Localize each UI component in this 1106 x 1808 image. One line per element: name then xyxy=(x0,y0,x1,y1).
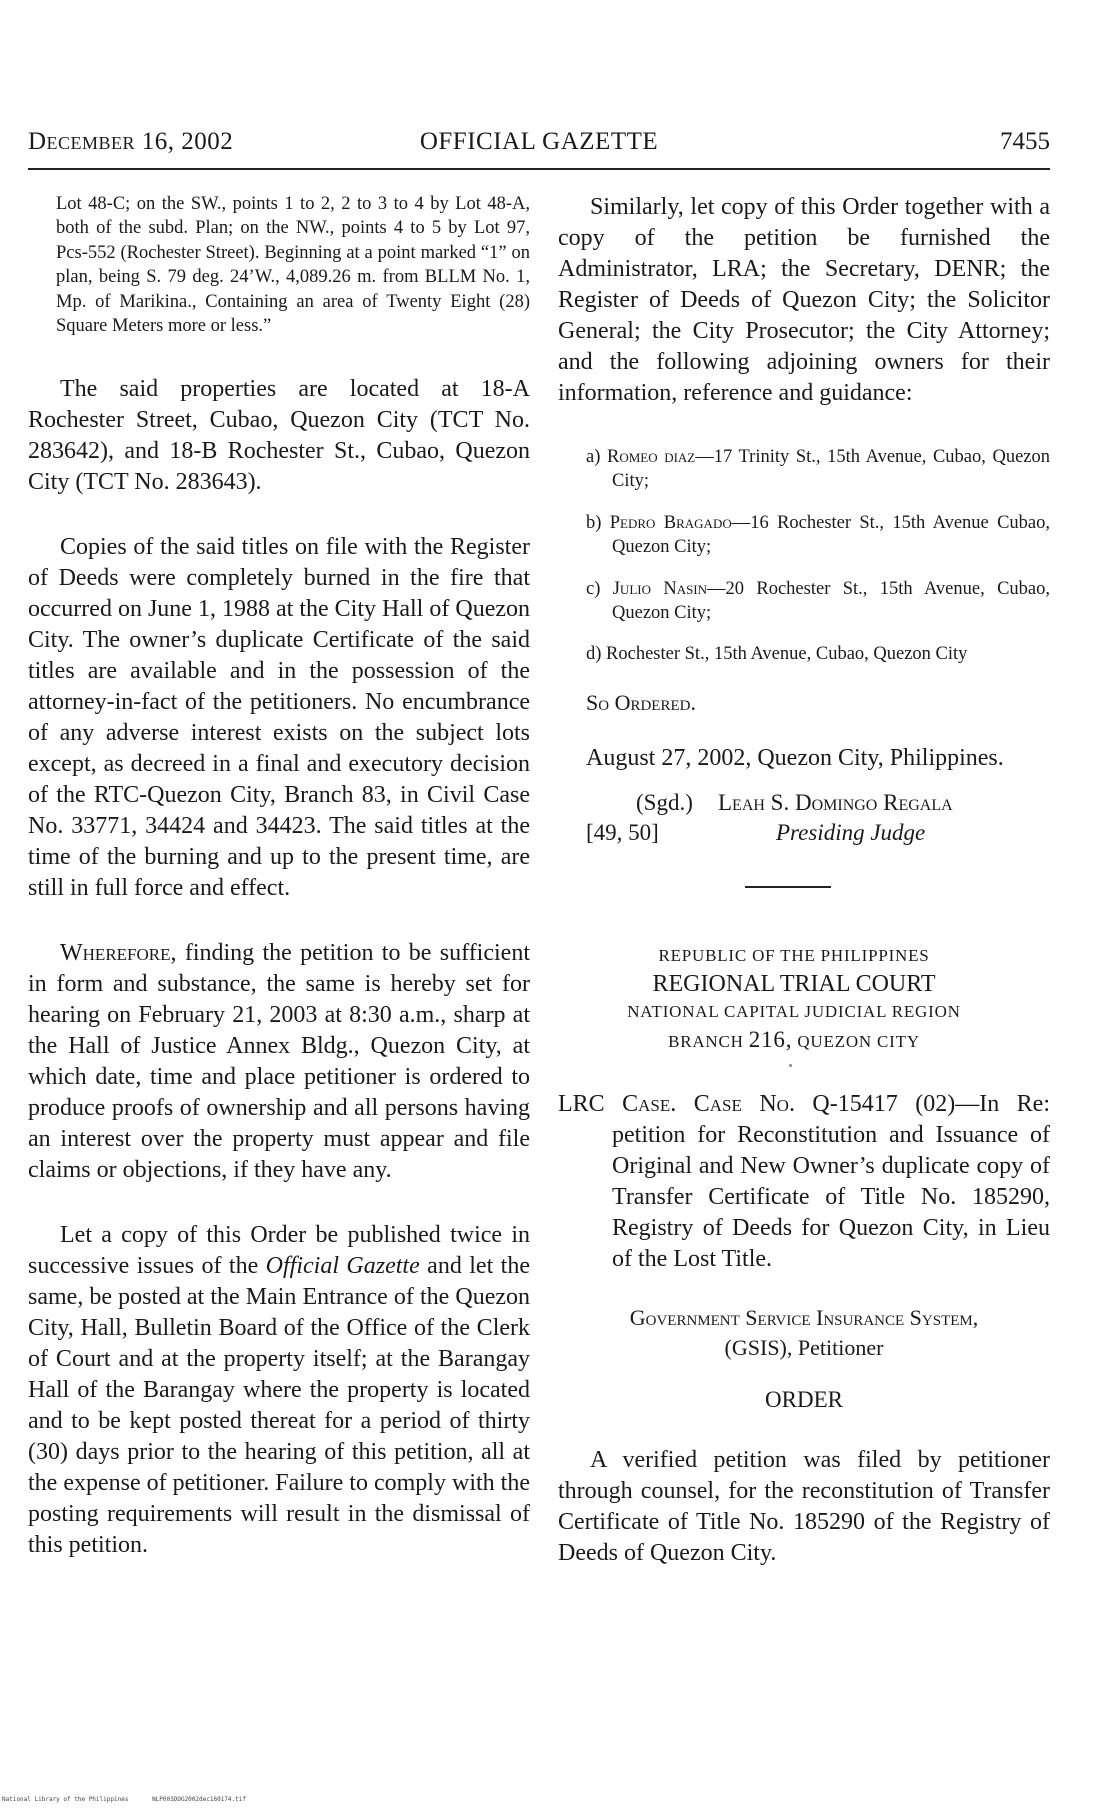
list-item xyxy=(586,445,1050,494)
publication-text-b: and let the same, be posted at the Main Entrance of the Quezon City, Hall, Bulletin Board of the Office of the Clerk of Court and at the property itself; at the Barangay Hall of the Barangay where the property is located and to be kept posted thereat for a period of thirty (30) days prior to the hearing of this petition, all at the expense of petitioner. Failure to comply with the posting requirements will result in the dismissal of this petition. xyxy=(28,1253,530,1559)
page-number: 7455 xyxy=(1000,128,1050,155)
petitioner-role: (GSIS), Petitioner xyxy=(724,1334,884,1360)
paragraph-wherefore xyxy=(28,938,530,1186)
list-marker: d) xyxy=(586,644,602,665)
left-column xyxy=(28,192,530,1561)
case-caption xyxy=(558,1089,1050,1275)
so-ordered: So Ordered. xyxy=(586,689,696,715)
speck xyxy=(789,1064,792,1067)
wherefore-lead: Wherefore, xyxy=(60,940,177,967)
petitioner-block xyxy=(558,1303,1050,1363)
paragraph-furnish-copy: Similarly, let copy of this Order together with a copy of the petition be furnished the Administrator, LRA; the Secretary, DENR; the Register of Deeds of Quezon City; the Solicitor General; the City Prosecutor; the City Attorney; and the following adjoining owners for their information, reference and guidance: xyxy=(558,194,1050,406)
paragraph-publication xyxy=(28,1220,530,1561)
issue-date: December 16, 2002 xyxy=(28,128,234,155)
judicial-region: NATIONAL CAPITAL JUDICIAL REGION xyxy=(627,1001,961,1021)
judge-name: Leah S. Domingo Regala xyxy=(718,789,953,815)
list-item xyxy=(586,511,1050,560)
case-text: Q-15417 (02)—In Re: petition for Reconstitution and Issuance of Original and New Owner’s duplicate copy of Transfer Certificate of Title No. 185290, Registry of Deeds for Quezon City, in Lieu of the Lost Title. xyxy=(612,1090,1050,1272)
gazette-italic: Official Gazette xyxy=(265,1253,420,1280)
publication-text-a: Let a copy of this Order be published twice in successive issues of the xyxy=(28,1222,530,1280)
owner-name: Pedro Bragado xyxy=(609,512,732,533)
republic-label: REPUBLIC OF THE PHILIPPINES xyxy=(658,945,930,965)
owner-name: Romeo diaz xyxy=(606,447,696,467)
paragraph-titles-burned: Copies of the said titles on file with the Register of Deeds were completely burned in the fire that occurred on June 1, 1988 at the City Hall of Quezon City. The owner’s duplicate Certificate of the said titles are available and in the possession of the attorney-in-fact of the petitioners. No encumbrance of any adverse interest exists on the subject lots except, as decreed in a final and executory decision of the RTC-Quezon City, Branch 83, in Civil Case No. 33771, 34424 and 34423. The said titles at the time of the burning and up to the present time, are still in full force and effect. xyxy=(28,534,530,902)
scan-footer xyxy=(2,1796,266,1803)
branch-city: QUEZON CITY xyxy=(797,1031,920,1051)
header-rule xyxy=(28,168,1050,170)
section-divider xyxy=(745,886,831,888)
case-label: LRC Case. Case No. xyxy=(558,1090,795,1117)
reference-number: [49, 50] xyxy=(586,819,659,845)
order-title: ORDER xyxy=(765,1386,843,1412)
publication-title: OFFICIAL GAZETTE xyxy=(419,128,659,155)
court-name: REGIONAL TRIAL COURT xyxy=(652,970,936,997)
petitioner-name: Government Service Insurance System, xyxy=(629,1304,979,1330)
owner-address: —17 Trinity St., 15th Avenue, Cubao, Quezon City; xyxy=(612,447,1051,492)
list-marker: b) xyxy=(586,512,602,533)
lot-description-quote: Lot 48-C; on the SW., points 1 to 2, 2 to 3 to 4 by Lot 48-A, both of the subd. Plan; on the NW., points 4 to 5 by Lot 97, Pcs-552 (Rochester Street). Beginning at a point marked “1” on plan, being S. 79 deg. 24’W., 4,089.26 m. from BLLM No. 1, Mp. of Marikina., Containing an area of Twenty Eight (28) Square Meters more or less.” xyxy=(56,194,530,337)
list-item xyxy=(586,577,1050,626)
judge-signature xyxy=(558,790,1050,852)
owner-address: —16 Rochester St., 15th Avenue Cubao, Quezon City; xyxy=(612,512,1051,558)
list-item xyxy=(586,642,1050,666)
owner-address: Rochester St., 15th Avenue, Cubao, Quezon City xyxy=(606,644,968,665)
page-header xyxy=(28,126,1050,160)
adjoining-owners-list xyxy=(586,445,1050,667)
wherefore-text: finding the petition to be sufficient in form and substance, the same is hereby set for hearing on February 21, 2003 at 8:30 a.m., sharp at the Hall of Justice Annex Bldg., Quezon City, at which date, time and place petitioner is ordered to produce proofs of ownership and all persons having an interest over the property must appear and file claims or objections, if they have any. xyxy=(28,940,530,1184)
order-date: August 27, 2002, Quezon City, Philippines. xyxy=(586,744,1004,771)
court-branch xyxy=(548,1026,1040,1056)
library-credit: National Library of the Philippines xyxy=(2,1796,129,1803)
signed-mark: (Sgd.) xyxy=(636,789,693,815)
court-heading xyxy=(548,942,1040,1056)
branch-number: 216, xyxy=(748,1026,793,1052)
list-marker: a) xyxy=(586,447,601,467)
branch-label: BRANCH xyxy=(668,1031,744,1051)
paragraph-verified-petition: A verified petition was filed by petitioner through counsel, for the reconstitution of Transfer Certificate of Title No. 185290 of the Registry of Deeds of Quezon City. xyxy=(558,1446,1050,1566)
owner-name: Julio Nasin xyxy=(612,578,708,599)
judge-title: Presiding Judge xyxy=(776,819,926,845)
owner-address: —20 Rochester St., 15th Avenue, Cubao, Quezon City; xyxy=(612,578,1051,624)
paragraph-properties-location: The said properties are located at 18-A Rochester Street, Cubao, Quezon City (TCT No. 283642), and 18-B Rochester St., Cubao, Quezon City (TCT No. 283643). xyxy=(28,376,530,496)
scan-filename: NLP003DOG2002dec160174.tif xyxy=(152,1796,246,1803)
list-marker: c) xyxy=(586,578,601,599)
right-column xyxy=(558,192,1050,1569)
